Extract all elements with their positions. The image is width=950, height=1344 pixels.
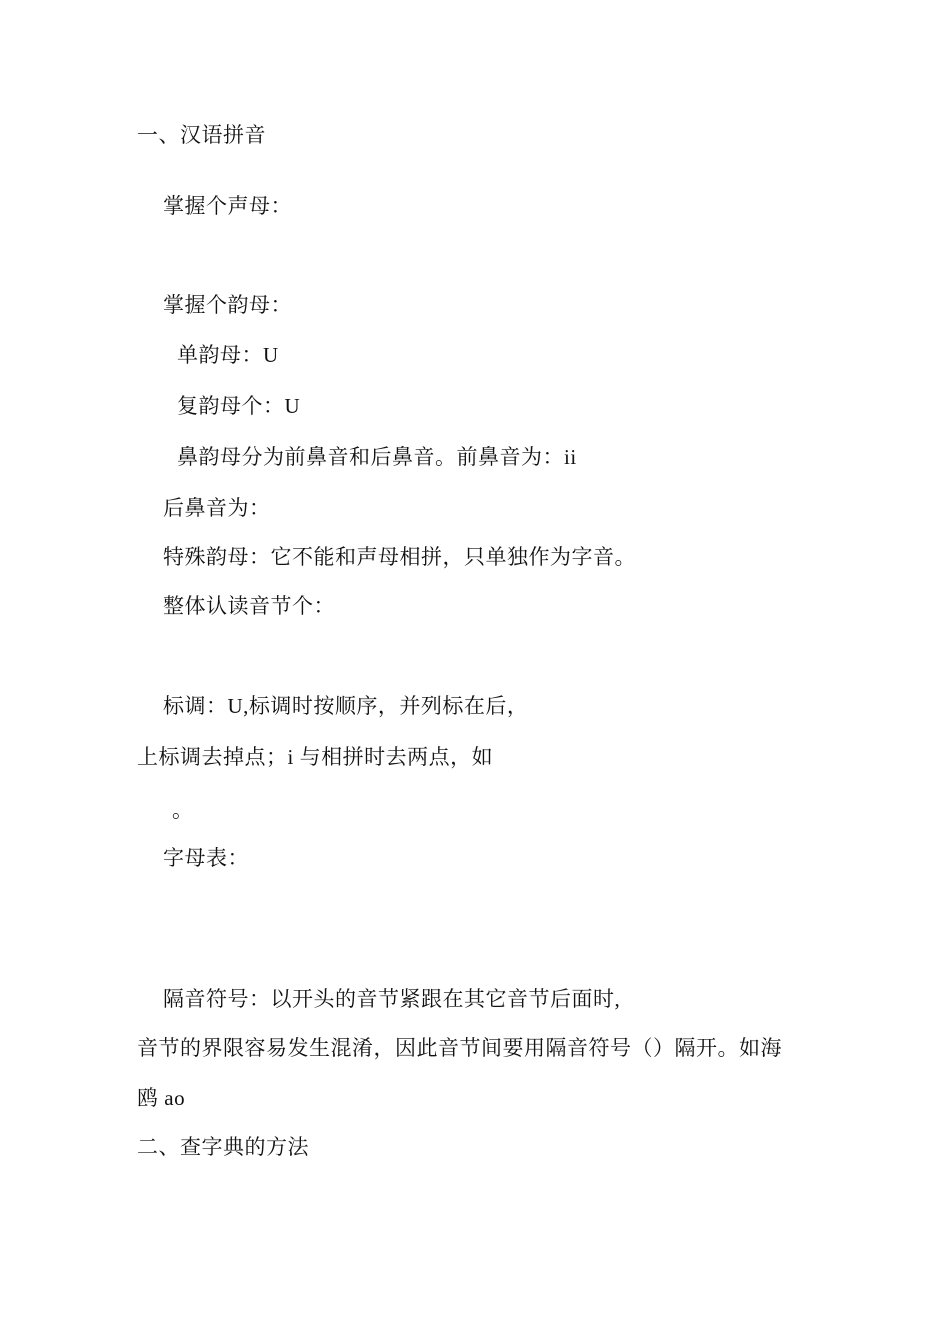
nasal-finals-back-line: 后鼻音为： bbox=[163, 496, 271, 520]
tone-marking-continued: 上标调去掉点；i 与相拼时去两点，如 bbox=[137, 745, 494, 769]
section-heading-dictionary: 二、查字典的方法 bbox=[137, 1135, 309, 1159]
tone-marking-period: 。 bbox=[172, 798, 194, 822]
nasal-finals-front-line: 鼻韵母分为前鼻音和后鼻音。前鼻音为：ii bbox=[177, 445, 577, 469]
separator-mark-continued: 音节的界限容易发生混淆，因此音节间要用隔音符号（）隔开。如海 bbox=[137, 1036, 782, 1060]
compound-finals-line: 复韵母个：U bbox=[177, 394, 301, 418]
single-finals-line: 单韵母：U bbox=[177, 343, 279, 367]
tone-marking-paragraph: 标调：U,标调时按顺序，并列标在后， bbox=[163, 694, 529, 718]
separator-mark-paragraph: 隔音符号：以开头的音节紧跟在其它音节后面时, bbox=[163, 987, 621, 1011]
separator-mark-example: 鸥 ao bbox=[137, 1086, 186, 1110]
section-heading-pinyin: 一、汉语拼音 bbox=[137, 123, 266, 147]
initials-paragraph: 掌握个声母： bbox=[163, 194, 292, 218]
whole-syllables-paragraph: 整体认读音节个： bbox=[163, 594, 335, 618]
special-finals-paragraph: 特殊韵母：它不能和声母相拼，只单独作为字音。 bbox=[163, 545, 636, 569]
alphabet-table-paragraph: 字母表： bbox=[163, 846, 249, 870]
finals-paragraph: 掌握个韵母： bbox=[163, 293, 292, 317]
